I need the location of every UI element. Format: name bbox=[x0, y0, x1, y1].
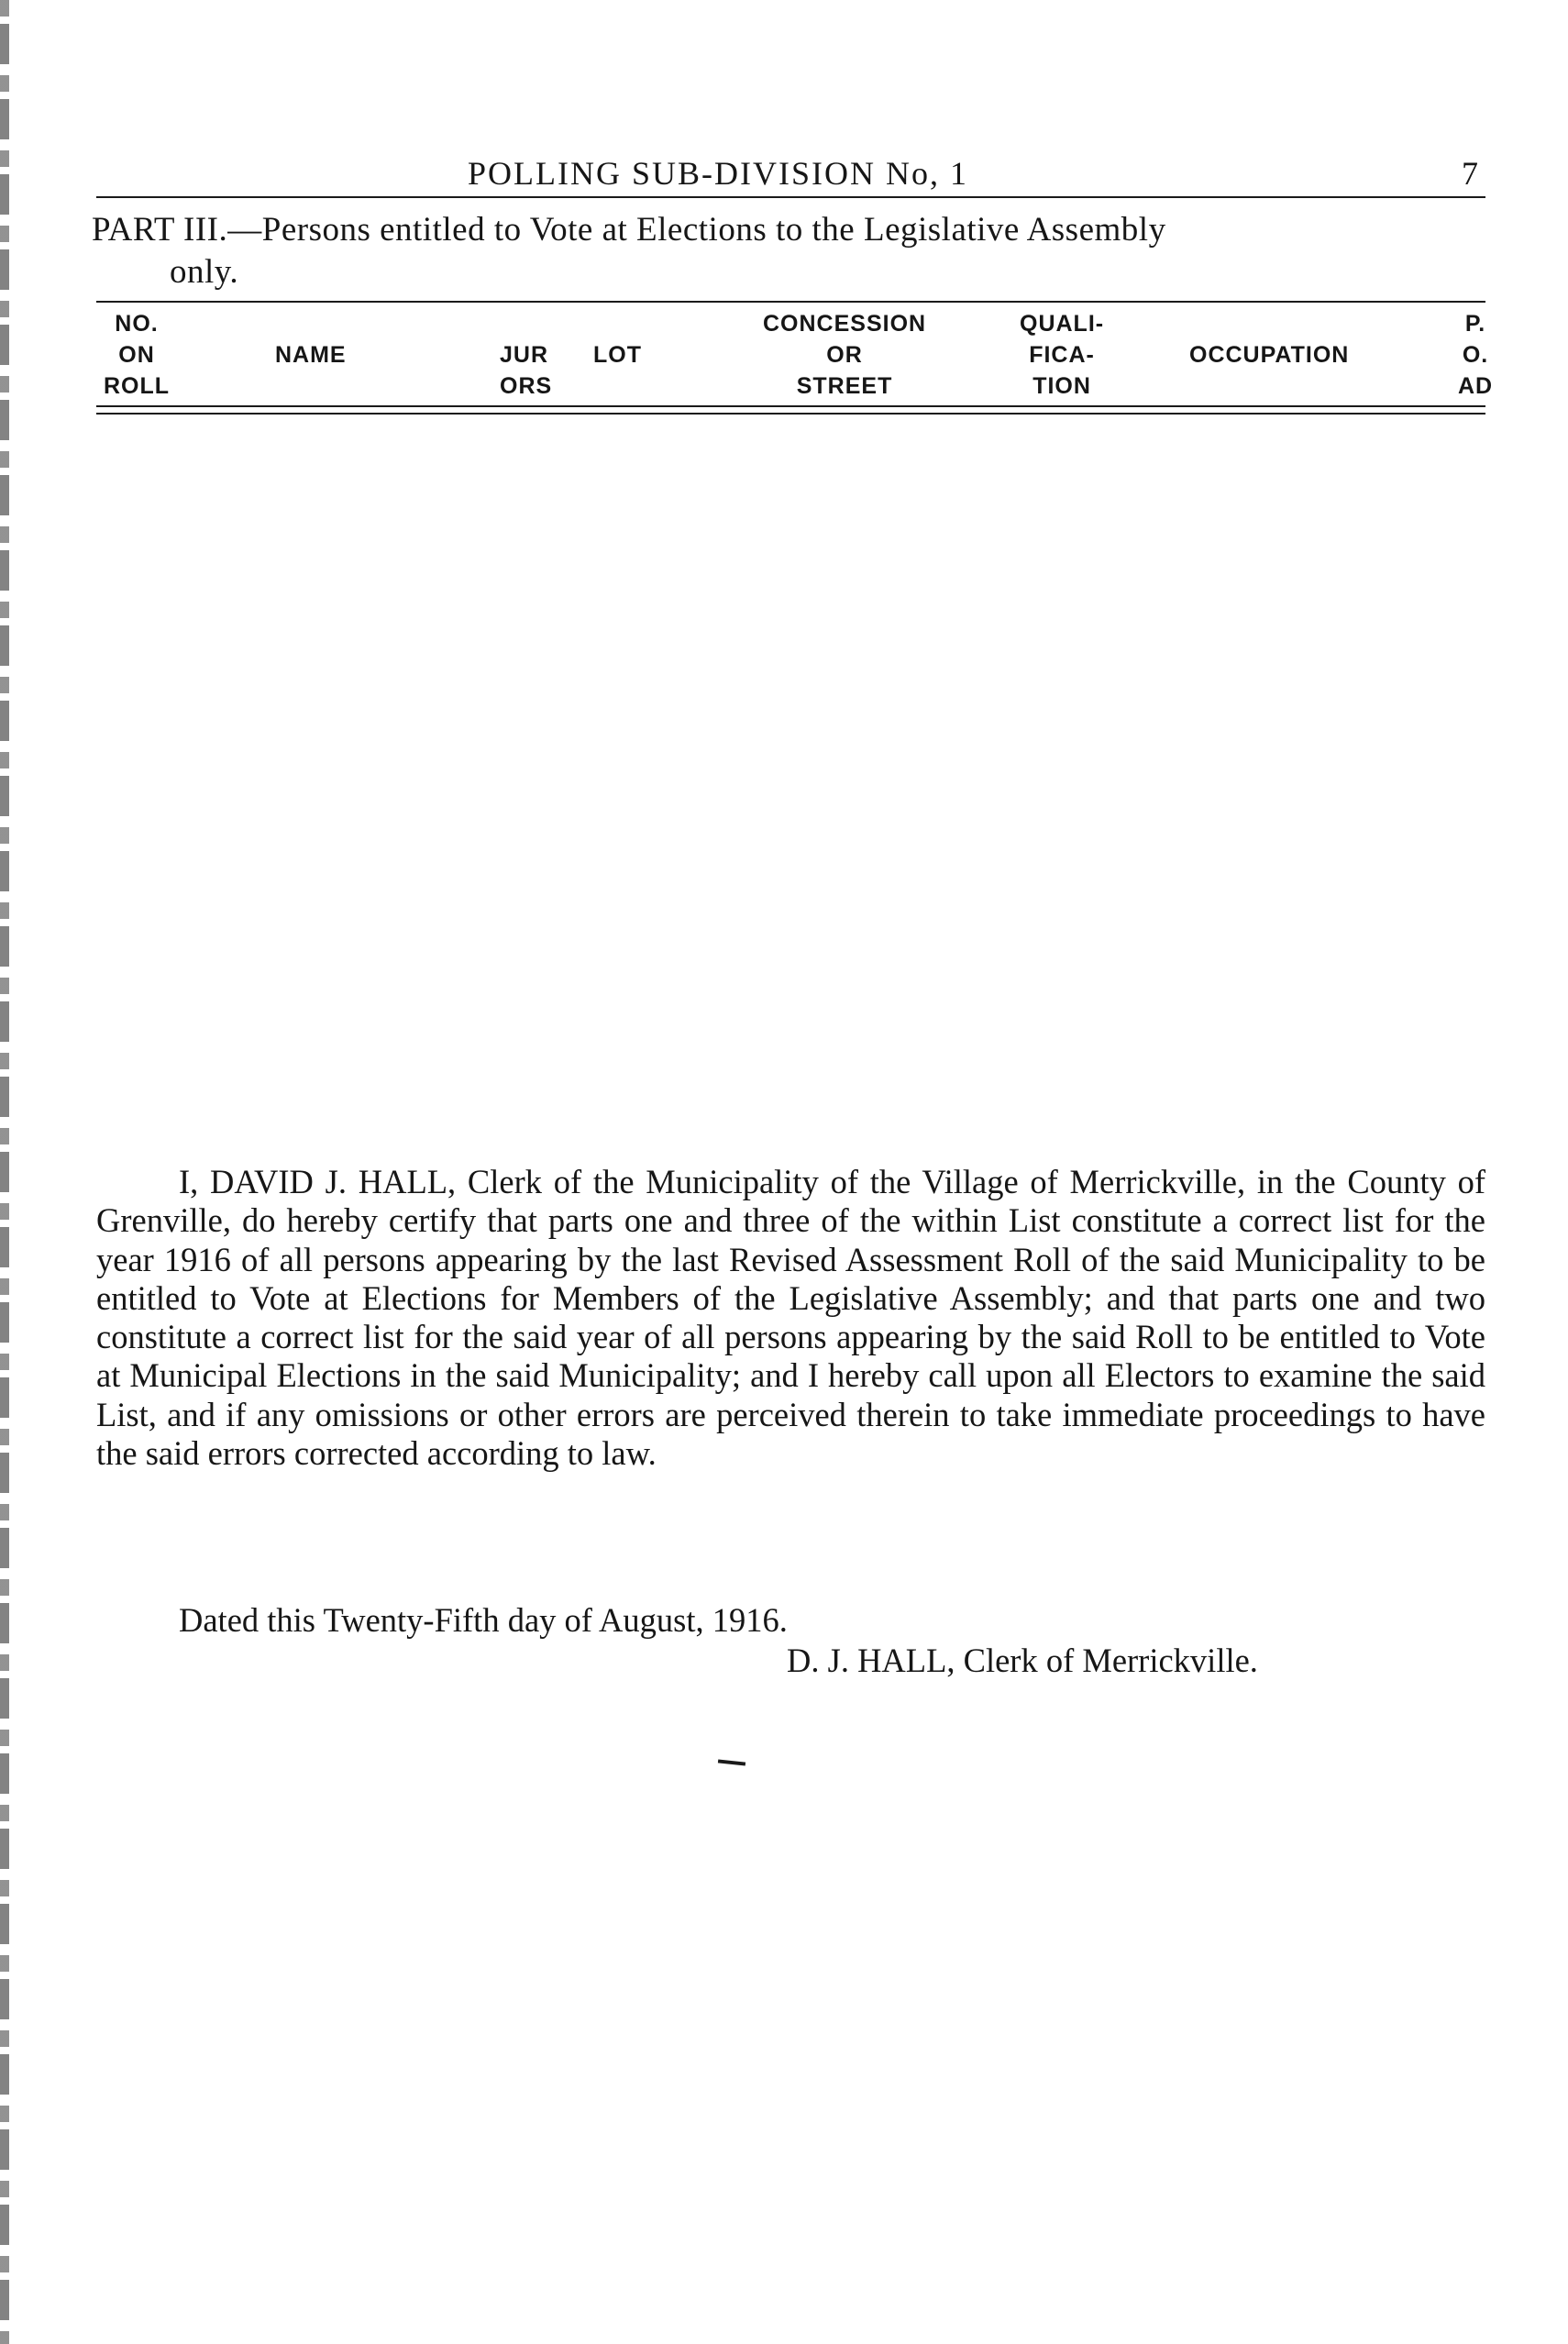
part-title bbox=[92, 209, 1490, 293]
scanned-page-edge bbox=[0, 0, 9, 2344]
column-header-concession: CONCESSION OR STREET bbox=[763, 311, 927, 399]
column-header-jurors: JUR ORS bbox=[500, 342, 553, 399]
column-header-po-address: P. O. AD bbox=[1458, 311, 1494, 399]
page-number: 7 bbox=[1462, 155, 1478, 192]
table-top-rule bbox=[96, 301, 1485, 303]
table-bottom-rule-2 bbox=[96, 413, 1485, 415]
column-header-qualification: QUALI- FICA- TION bbox=[1020, 311, 1105, 399]
certificate-paragraph: I, DAVID J. HALL, Clerk of the Municipality of the Village of Merrickville, in the County of Grenville, do hereby certify that parts one and three of the within List constitute a correct list for the year 1916 of all persons appearing by the last Revised Assessment Roll of the said Municipality to be entitled to Vote at Elections for Members of the Legislative Assembly; and that parts one and two constitute a correct list for the said year of all persons appearing by the said Roll to be entitled to Vote at Municipal Elections in the said Municipality; and I hereby call upon all Electors to examine the said List, and if any omissions or other errors are perceived therein to take immediate proceedings to have the said errors corrected according to law. bbox=[96, 1163, 1485, 1473]
column-header-name: NAME bbox=[275, 342, 347, 368]
column-header-occupation: OCCUPATION bbox=[1189, 342, 1350, 368]
running-title: POLLING SUB-DIVISION No, 1 bbox=[468, 155, 968, 192]
header-rule bbox=[96, 196, 1485, 198]
certificate-text bbox=[96, 1163, 1485, 1473]
dated-line: Dated this Twenty-Fifth day of August, 1916. bbox=[179, 1601, 788, 1639]
part-title-line-1: PART III.—Persons entitled to Vote at Elections to the Legislative Assembly bbox=[92, 211, 1166, 249]
column-header-lot: LOT bbox=[593, 342, 642, 368]
table-bottom-rule bbox=[96, 405, 1485, 407]
closing-dash bbox=[718, 1759, 745, 1765]
column-header-no-on-roll: NO. ON ROLL bbox=[104, 311, 171, 399]
signature-line: D. J. HALL, Clerk of Merrickville. bbox=[787, 1642, 1258, 1679]
part-title-line-2: only. bbox=[170, 253, 239, 291]
